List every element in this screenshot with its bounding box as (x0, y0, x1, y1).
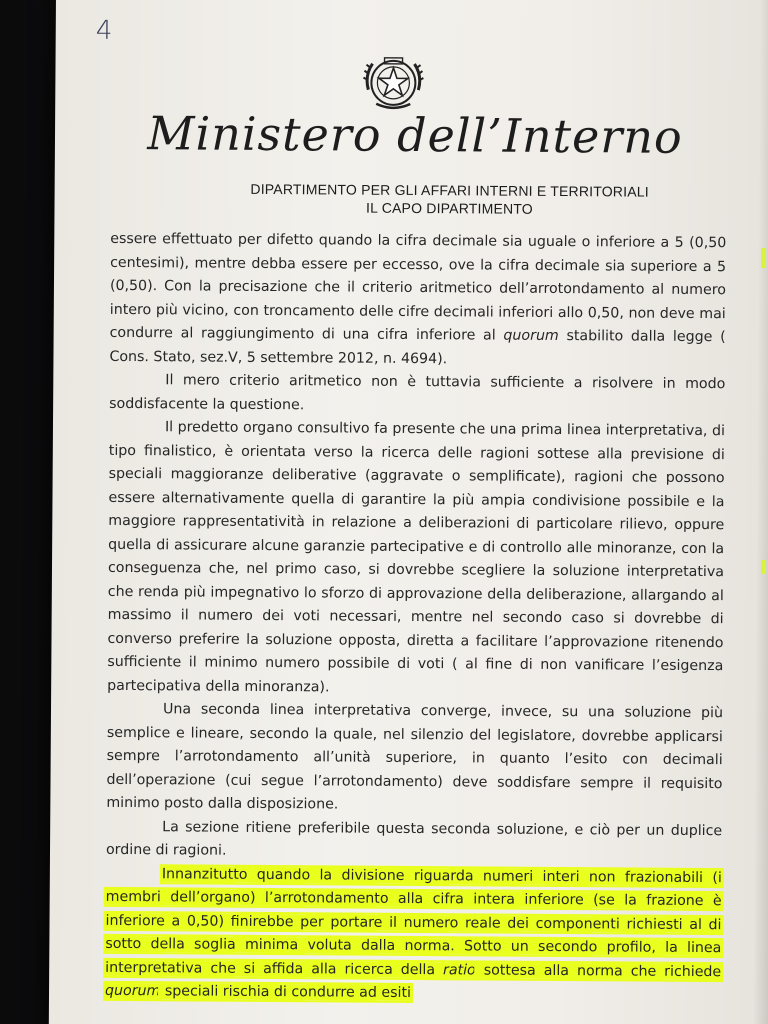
paragraph-1-text-b: stabilito dalla legge ( Cons. Stato, sez.V, 5 settembre 2012, n. 4694). (109, 328, 726, 367)
department-name: DIPARTIMENTO PER GLI AFFARI INTERNI E TERRITORIALI (250, 180, 649, 200)
paragraph-2: Il mero criterio aritmetico non è tuttavia sufficiente a risolvere in modo soddisfacente la questione. (109, 372, 726, 413)
paragraph-1 (109, 228, 726, 373)
paragraph-1-quorum: quorum (503, 327, 559, 345)
office-name: IL CAPO DIPARTIMENTO (366, 199, 533, 217)
paragraph-6-highlighted (105, 862, 722, 1007)
highlighter-bleed-mark (761, 248, 766, 268)
paragraph-5: La sezione ritiene preferibile questa seconda soluzione, e ciò per un duplice ordine di ragioni. (105, 818, 723, 859)
ministry-title: Ministero dell’Interno (147, 106, 683, 164)
highlight-text-b: sottesa alla norma che richiede (475, 961, 722, 980)
highlight-quorum: quorum (104, 982, 161, 1000)
document-page (49, 0, 768, 1024)
paragraph-4: Una seconda linea interpretativa converge, invece, su una soluzione più semplice e lineare, secondo la quale, nel silenzio del legislatore, dovrebbe applicarsi sempre l’arrotondamento all’unità superiore, in quanto l’esito con decimali dell’operazione (cui segue l’arrotondamento) deve soddisfare sempre il requisito minimo posto dalla disposizione. (106, 701, 724, 813)
highlighter-bleed-mark (761, 560, 766, 574)
italian-republic-emblem-icon (360, 50, 426, 116)
document-body (105, 228, 726, 1008)
handwritten-page-number: 4 (95, 15, 113, 46)
highlight-ratio: ratio (443, 961, 476, 978)
paragraph-1-text-a: essere effettuato per difetto quando la cifra decimale sia uguale o inferiore a 5 (0,50 centesimi), mentre debba essere per eccesso, ove la cifra decimale sia superiore a 5 (0,50). Con la precisazione che il criterio aritmetico dell’arrotondamento al numero intero più vicino, con troncamento delle cifre decimali inferiori allo 0,50, non deve mai condurre al raggiungimento di una cifra inferiore al (109, 230, 727, 344)
highlight-text-a: Innanzitutto quando la divisione riguarda numeri interi non frazionabili (i membri dell’organo) l’arrotondamento alla cifra intera inferiore (se la frazione è inferiore a 0,50) finirebbe per portare il numero reale dei componenti richiesti al di sotto della soglia minima voluta dalla norma. Sotto un secondo profilo, la linea interpretativa che si affida alla ricerca della (105, 865, 722, 978)
paragraph-3: Il predetto organo consultivo fa presente che una prima linea interpretativa, di tipo finalistico, è orientata verso la ricerca delle ragioni sottese alla previsione di speciali maggioranze deliberative (aggravate o semplificate), ragioni che possono essere alternativamente quella di garantire la più ampia condivisione possibile e la maggiore rappresentatività in relazione a deliberazioni di particolare rilievo, oppure quella di assicurare alcune garanzie partecipative e di controllo alle minoranze, con la conseguenza che, nel primo caso, si dovrebbe scegliere la soluzione interpretativa che renda più impegnativo lo sforzo di approvazione della deliberazione, allargando al massimo il numero dei voti necessari, mentre nel secondo caso si dovrebbe di converso preferire la soluzione opposta, diretta a facilitare l’approvazione ritenendo sufficiente il minimo numero possibile di voti ( al fine di non vanificare l’esigenza partecipativa della minoranza). (107, 419, 726, 695)
highlight-text-c: speciali rischia di condurre ad esiti (160, 983, 412, 1001)
